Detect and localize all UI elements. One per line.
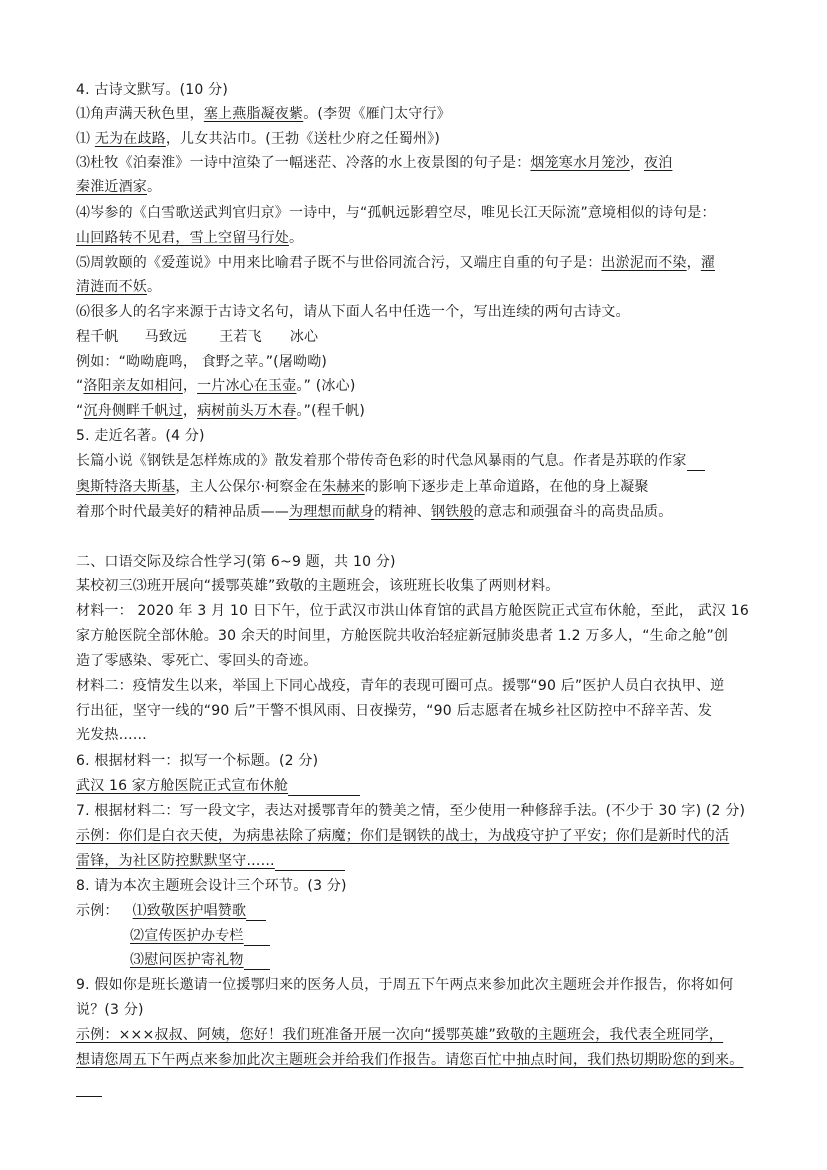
answer-blank: ⑵宣传医护办专栏: [130, 928, 244, 944]
q6-title: 6. 根据材料一：拟写一个标题。(2 分): [76, 753, 319, 769]
answer-blank: 一片冰心在玉壶: [197, 378, 297, 394]
answer-blank: 奥斯特洛夫斯基: [76, 479, 176, 495]
q5-title: 5. 走近名著。(4 分): [76, 428, 205, 444]
answer-blank: 濯: [700, 255, 716, 271]
material-1-line-2: 家方舱医院全部休舱。30 余天的时间里，方舱医院共收治轻症新冠肺炎患者 1.2 万多人，“生命之舱”创: [76, 628, 729, 644]
answer-blank: 烟笼寒水月笼沙: [530, 155, 630, 171]
q7-answer-2: [76, 851, 345, 871]
q4-line-1: ⑴角声满天秋色里，塞上燕脂凝夜紫。(李贺《雁门太守行》: [76, 106, 451, 122]
material-1-line-3: 造了零感染、零死亡、零回头的奇迹。: [76, 653, 318, 669]
q4-line-4b: 山回路转不见君，雪上空留马行处。: [76, 230, 304, 246]
q8-item-3: [130, 950, 270, 970]
answer-blank: 秦淮近酒家: [76, 179, 147, 195]
q5-line-3: 着那个时代最美好的精神品质——为理想而献身的精神、钢铁般的意志和顽强奋斗的高贵品质。: [76, 504, 673, 520]
answer-blank: 山回路转不见君，雪上空留马行处: [76, 230, 289, 246]
q4-answer-2: “沉舟侧畔千帆过，病树前头万木春。”(程千帆): [76, 403, 366, 419]
material-2-line-1: 材料二：疫情发生以来，举国上下同心战疫，青年的表现可圈可点。援鄂“90 后”医护人员白衣执甲、逆: [76, 678, 725, 694]
answer-blank: 无为在歧路: [94, 131, 166, 147]
answer-blank: 塞上燕脂凝夜紫: [203, 106, 304, 122]
q4-example: 例如：“呦呦鹿鸣， 食野之苹。”(屠呦呦): [76, 354, 328, 370]
material-2-line-3: 光发热……: [76, 727, 147, 743]
q7-title: 7. 根据材料二：写一段文字，表达对援鄂青年的赞美之情，至少使用一种修辞手法。(不少于 30 字) (2 分): [76, 803, 746, 819]
q4-line-4: ⑷岑参的《白雪歌送武判官归京》一诗中，与“孤帆远影碧空尽，唯见长江天际流”意境相似的诗句是：: [76, 205, 716, 221]
q4-line-5: ⑸周敦颐的《爱莲说》中用来比喻君子既不与世俗同流合污，又端庄自重的句子是：出淤泥而不染，濯: [76, 255, 716, 271]
q6-answer: [76, 776, 360, 796]
q4-line-6: ⑹很多人的名字来源于古诗文名句，请从下面人名中任选一个，写出连续的两句古诗文。: [76, 304, 630, 320]
answer-blank: 朱赫来: [322, 479, 365, 495]
answer-blank: 想请您周五下午两点来参加此次主题班会并给我们作报告。请您百忙中抽点时间，我们热切期盼您的到来。: [76, 1052, 744, 1068]
material-2-line-2: 行出征，坚守一线的“90 后”干警不惧风雨、日夜操劳，“90 后志愿者在城乡社区防控中不辞辛苦、发: [76, 703, 713, 719]
answer-blank: 武汉 16 家方舱医院正式宣布休舱: [76, 778, 289, 794]
answer-blank: 夜泊: [644, 155, 673, 171]
q4-line-3: ⑶杜牧《泊秦淮》一诗中渲染了一幅迷茫、冷落的水上夜景图的句子是：烟笼寒水月笼沙，夜泊: [76, 155, 673, 171]
q9-answer-1: [76, 1025, 723, 1045]
q5-line-2: 奥斯特洛夫斯基，主人公保尔·柯察金在朱赫来的影响下逐步走上革命道路，在他的身上凝聚: [76, 479, 649, 495]
q4-names: 程千帆 马致远 王若飞 冰心: [76, 329, 319, 345]
q4-line-5b: 清涟而不妖。: [76, 279, 162, 295]
q5-line-1: 长篇小说《钢铁是怎样炼成的》散发着那个带传奇色彩的时代急风暴雨的气息。作者是苏联的作家: [76, 451, 705, 471]
q9-title-1: 9. 假如你是班长邀请一位援鄂归来的医务人员，于周五下午两点来参加此次主题班会并作报告，你将如何: [76, 977, 734, 993]
q8-item-2: [130, 926, 270, 946]
q4-answer-1: “洛阳亲友如相问，一片冰心在玉壶。” (冰心): [76, 378, 356, 394]
answer-blank: 沉舟侧畔千帆过: [83, 403, 183, 419]
answer-blank: 为理想而献身: [289, 504, 375, 520]
q4-line-2: ⑴ 无为在歧路，儿女共沾巾。(王勃《送杜少府之任蜀州》): [76, 131, 440, 147]
answer-blank: 雷锋，为社区防控默默坚守……: [76, 853, 275, 869]
q9-title-2: 说？(3 分): [76, 1002, 144, 1018]
answer-blank: 示例：×××叔叔、阿姨，您好！我们班准备开展一次向“援鄂英雄”致敬的主题班会，我代表全班同学，: [76, 1027, 724, 1043]
q7-answer-1: [76, 826, 729, 846]
q8-item-1: 示例： ⑴致敬医护唱赞歌: [76, 901, 266, 921]
answer-blank: 示例：你们是白衣天使，为病患祛除了病魔；你们是钢铁的战士，为战疫守护了平安；你们是新时代的活: [76, 828, 730, 844]
answer-blank: ⑶慰问医护寄礼物: [130, 952, 244, 968]
answer-blank: 钢铁般: [431, 504, 474, 520]
q4-title: 4. 古诗文默写。(10 分): [76, 82, 228, 98]
q9-answer-3: [76, 1077, 102, 1097]
section-2-heading: 二、口语交际及综合性学习(第 6~9 题，共 10 分): [76, 554, 396, 570]
q9-answer-2: [76, 1050, 743, 1070]
answer-blank: 出淤泥而不染: [601, 255, 687, 271]
answer-blank: ⑴致敬医护唱赞歌: [132, 903, 247, 919]
q8-title: 8. 请为本次主题班会设计三个环节。(3 分): [76, 878, 347, 894]
answer-blank: 洛阳亲友如相问: [83, 378, 183, 394]
answer-blank: 清涟而不妖: [76, 279, 147, 295]
answer-blank: 病树前头万木春: [197, 403, 297, 419]
material-1-line-1: 材料一： 2020 年 3 月 10 日下午，位于武汉市洪山体育馆的武昌方舱医院正式宣布休舱，至此， 武汉 16: [76, 603, 749, 619]
q4-line-3b: 秦淮近酒家。: [76, 179, 162, 195]
section-2-intro: 某校初三⑶班开展向“援鄂英雄”致敬的主题班会，该班班长收集了两则材料。: [76, 578, 560, 594]
